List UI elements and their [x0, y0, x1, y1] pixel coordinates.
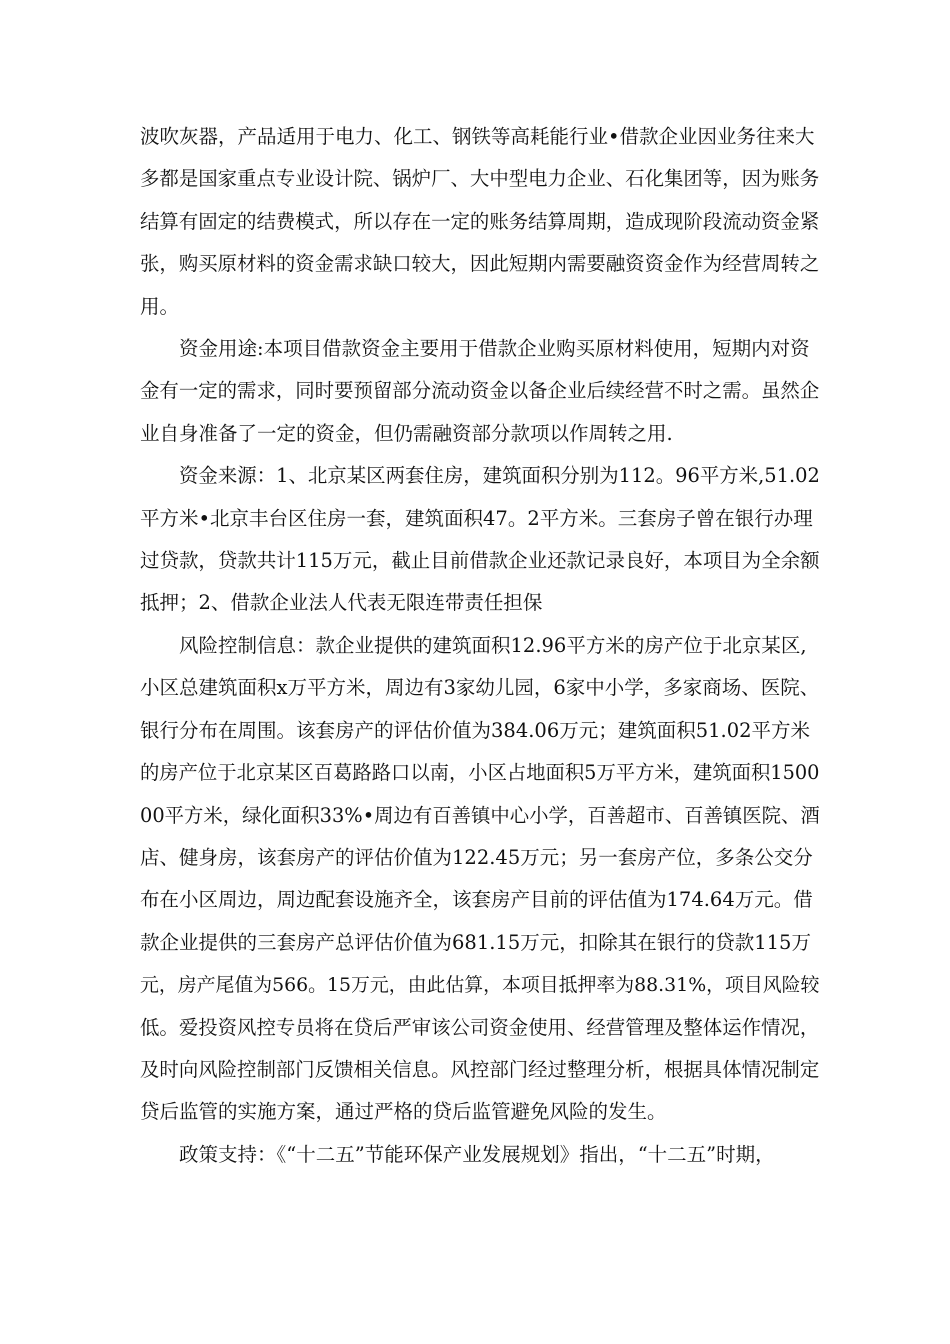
- text-line: 贷后监管的实施方案，通过严格的贷后监管避免风险的发生。: [140, 1100, 667, 1124]
- text-line: 金有一定的需求，同时要预留部分流动资金以备企业后续经营不时之需。虽然企: [140, 379, 820, 403]
- text-line: 布在小区周边，周边配套设施齐全，该套房产目前的评估值为174.64万元。借: [140, 888, 813, 912]
- text-line: 多都是国家重点专业设计院、锅炉厂、大中型电力企业、石化集团等，因为账务: [140, 167, 820, 191]
- paragraph-product-description: [140, 116, 820, 328]
- text-line: 小区总建筑面积x万平方米，周边有3家幼儿园，6家中小学，多家商场、医院、: [140, 676, 820, 700]
- text-line: 结算有固定的结费模式，所以存在一定的账务结算周期，造成现阶段流动资金紧: [140, 209, 820, 233]
- text-line: 政策支持：《“十二五”节能环保产业发展规划》指出，“十二五”时期，: [179, 1142, 775, 1166]
- paragraph-fund-usage: [140, 328, 820, 455]
- text-line: 00平方米，绿化面积33%•周边有百善镇中心小学，百善超市、百善镇医院、酒: [140, 803, 820, 827]
- text-line: 银行分布在周围。该套房产的评估价值为384.06万元；建筑面积51.02平方米: [140, 718, 811, 742]
- document-body: [140, 116, 820, 1176]
- text-line: 资金用途:本项目借款资金主要用于借款企业购买原材料使用，短期内对资: [179, 337, 810, 361]
- text-line: 低。爱投资风控专员将在贷后严审该公司资金使用、经营管理及整体运作情况，: [140, 1015, 820, 1039]
- text-line: 元，房产尾值为566。15万元，由此估算，本项目抵押率为88.31%，项目风险较: [140, 974, 820, 997]
- text-line: 波吹灰器，产品适用于电力、化工、钢铁等高耗能行业•借款企业因业务往来大: [140, 125, 815, 148]
- paragraph-policy-support: [140, 1134, 820, 1176]
- text-line: 抵押；2、借款企业法人代表无限连带责任担保: [140, 591, 543, 615]
- text-line: 平方米•北京丰台区住房一套，建筑面积47。2平方米。三套房子曾在银行办理: [140, 506, 813, 530]
- text-line: 资金来源：1、北京某区两套住房，建筑面积分别为112。96平方米,51.02: [179, 464, 820, 488]
- text-line: 的房产位于北京某区百葛路路口以南，小区占地面积5万平方米，建筑面积1500: [140, 761, 820, 785]
- text-line: 款企业提供的三套房产总评估价值为681.15万元，扣除其在银行的贷款115万: [140, 930, 811, 954]
- text-line: 用。: [140, 294, 180, 318]
- text-line: 业自身准备了一定的资金，但仍需融资部分款项以作周转之用.: [140, 421, 673, 445]
- text-line: 及时向风险控制部门反馈相关信息。风控部门经过整理分析，根据具体情况制定: [140, 1057, 820, 1081]
- text-line: 张，购买原材料的资金需求缺口较大，因此短期内需要融资资金作为经营周转之: [140, 252, 820, 276]
- text-line: 过贷款，贷款共计115万元，截止目前借款企业还款记录良好，本项目为全余额: [140, 549, 820, 573]
- paragraph-fund-source: [140, 455, 820, 625]
- text-line: 风险控制信息：款企业提供的建筑面积12.96平方米的房产位于北京某区,: [179, 633, 807, 657]
- paragraph-risk-control: [140, 625, 820, 1134]
- text-line: 店、健身房，该套房产的评估价值为122.45万元；另一套房产位，多条公交分: [140, 845, 813, 869]
